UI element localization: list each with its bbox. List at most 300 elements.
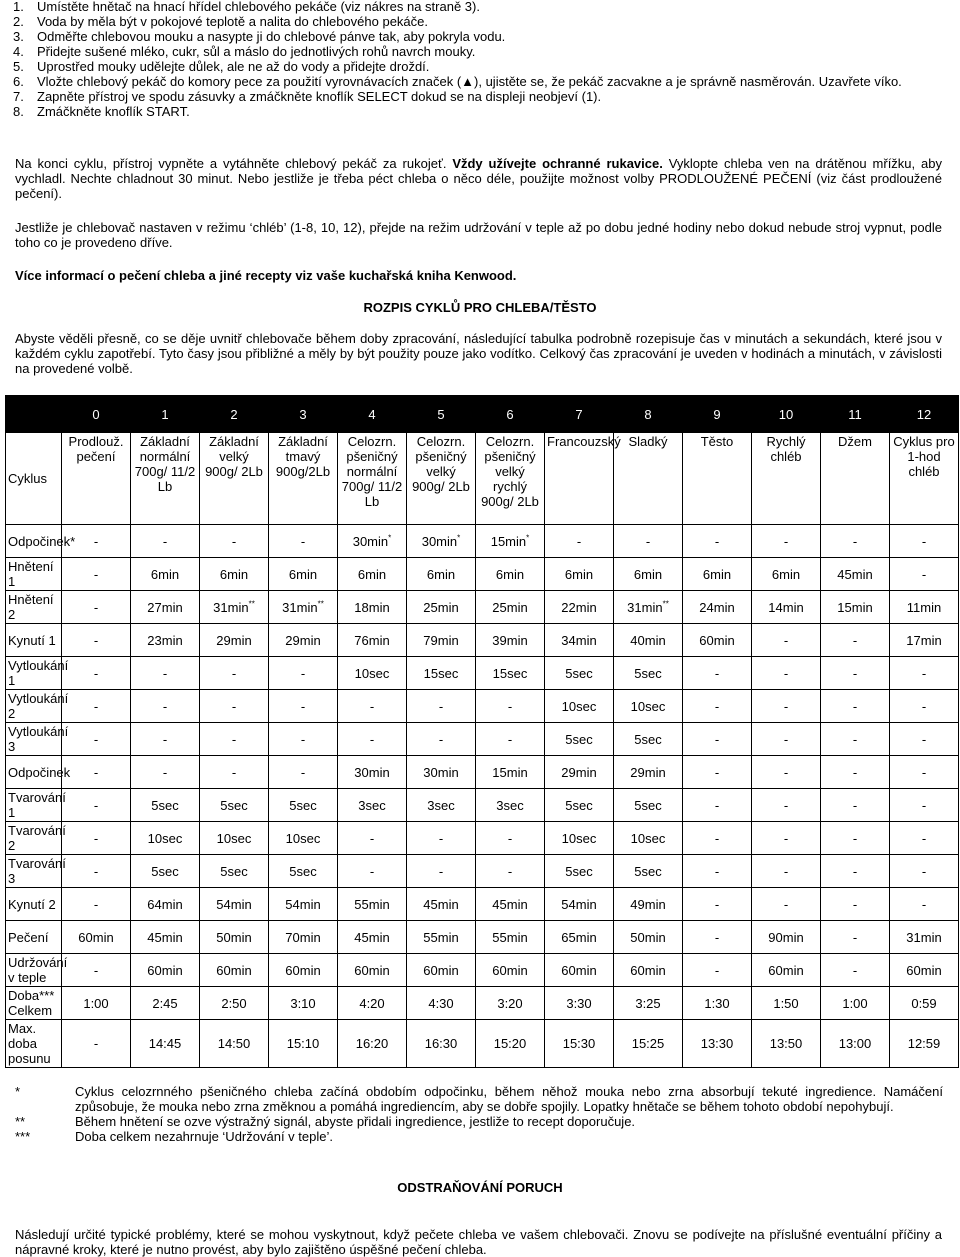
table-row: [6, 789, 959, 822]
table-cell: -: [890, 723, 959, 756]
table-cell: 10sec: [614, 822, 683, 855]
instruction-step: [13, 14, 943, 29]
table-cell: 1:00: [821, 987, 890, 1020]
table-cell: 55min: [407, 921, 476, 954]
table-cell: 3:20: [476, 987, 545, 1020]
cycle-name: Prodlouž. pečení: [62, 433, 131, 525]
table-cell: 30min*: [407, 525, 476, 558]
cycle-number: 5: [407, 396, 476, 433]
table-cell: 49min: [614, 888, 683, 921]
table-cell: 17min: [890, 624, 959, 657]
table-cell: 39min: [476, 624, 545, 657]
table-cell: 15min: [476, 756, 545, 789]
cycle-number: 9: [683, 396, 752, 433]
row-label: Kynutí 2: [6, 888, 62, 921]
table-cell: 3sec: [476, 789, 545, 822]
table-cell: 16:30: [407, 1020, 476, 1068]
table-cell: -: [62, 954, 131, 987]
table-cell: 15:10: [269, 1020, 338, 1068]
step-number: 1.: [13, 0, 24, 14]
table-cell: -: [683, 888, 752, 921]
cycle-number: 2: [200, 396, 269, 433]
table-cell: 11min: [890, 591, 959, 624]
table-row: [6, 888, 959, 921]
table-cell: -: [338, 690, 407, 723]
keep-warm-paragraph: Jestliže je chlebovač nastaven v režimu ‘chléb’ (1-8, 10, 12), přejde na režim udržování v teple až po dobu jedné hodiny nebo dokud nebude stroj vypnut, podle toho co je provedeno dříve.: [15, 220, 942, 250]
table-cell: -: [752, 756, 821, 789]
table-cell: 3:30: [545, 987, 614, 1020]
table-cell: -: [62, 525, 131, 558]
table-row: [6, 756, 959, 789]
instruction-step: [13, 74, 943, 89]
row-label: Udržování v teple: [6, 954, 62, 987]
table-cell: -: [131, 657, 200, 690]
table-row: [6, 822, 959, 855]
table-cell: 1:50: [752, 987, 821, 1020]
step-number: 8.: [13, 104, 24, 119]
table-cell: -: [890, 690, 959, 723]
table-cell: -: [269, 690, 338, 723]
table-cell: -: [890, 525, 959, 558]
table-cell: -: [269, 657, 338, 690]
table-cell: 10sec: [131, 822, 200, 855]
table-cell: -: [614, 525, 683, 558]
table-cell: 5sec: [131, 855, 200, 888]
table-cell: 5sec: [545, 789, 614, 822]
step-text: Voda by měla být v pokojové teplotě a nalita do chlebového pekáče.: [37, 14, 428, 29]
table-cell: -: [752, 789, 821, 822]
table-row: [6, 690, 959, 723]
cycle-name: Sladký: [614, 433, 683, 525]
instruction-step: [13, 89, 943, 104]
table-row: [6, 657, 959, 690]
table-cell: 65min: [545, 921, 614, 954]
row-label: Tvarování 3: [6, 855, 62, 888]
table-cell: -: [62, 1020, 131, 1068]
footnote-text: Doba celkem nezahrnuje ‘Udržování v teple’.: [75, 1129, 333, 1144]
table-cell: 15:30: [545, 1020, 614, 1068]
table-cell: 5sec: [269, 855, 338, 888]
table-cell: 5sec: [131, 789, 200, 822]
table-cell: 31min**: [614, 591, 683, 624]
table-cell: 60min: [131, 954, 200, 987]
cycle-name: Těsto: [683, 433, 752, 525]
table-cell: -: [545, 525, 614, 558]
table-cell: -: [821, 822, 890, 855]
table-cell: -: [200, 657, 269, 690]
cycle-number: 10: [752, 396, 821, 433]
table-cell: 23min: [131, 624, 200, 657]
cycle-name: Základní normální 700g/ 11/2 Lb: [131, 433, 200, 525]
cycle-number: 6: [476, 396, 545, 433]
table-cell: 3:25: [614, 987, 683, 1020]
end-of-cycle-text-cont: Vyklopte chleba ven na drátěnou mřížku, aby vychladl. Nechte chladnout 30 minut. Nebo jestliže je třeba péct chleba o něco déle, použijte možnost volby PRODLOUŽENÉ PEČENÍ (viz část prodloužené pečení).: [15, 156, 942, 201]
table-cell: 14min: [752, 591, 821, 624]
cycle-number: 1: [131, 396, 200, 433]
instruction-list: [13, 0, 943, 119]
table-cell: -: [338, 723, 407, 756]
table-row: [6, 558, 959, 591]
row-label: Pečení: [6, 921, 62, 954]
table-cell: 30min: [407, 756, 476, 789]
cycle-label: Cyklus: [6, 433, 62, 525]
row-label: Vytloukání 2: [6, 690, 62, 723]
footnote-mark: **: [15, 1114, 26, 1129]
table-cell: -: [131, 756, 200, 789]
gloves-warning: Vždy užívejte ochranné rukavice.: [452, 156, 663, 171]
table-cell: 3sec: [338, 789, 407, 822]
table-cell: -: [821, 690, 890, 723]
table-cell: 60min: [338, 954, 407, 987]
table-cell: 10sec: [545, 822, 614, 855]
table-cell: 54min: [200, 888, 269, 921]
table-cell: -: [200, 525, 269, 558]
table-cell: -: [683, 855, 752, 888]
table-cell: -: [821, 888, 890, 921]
row-label: Vytloukání 3: [6, 723, 62, 756]
table-cell: 60min: [890, 954, 959, 987]
table-cell: -: [476, 723, 545, 756]
table-cell: -: [131, 525, 200, 558]
table-cell: 10sec: [614, 690, 683, 723]
step-text: Zapněte přístroj ve spodu zásuvky a zmáčkněte knoflík SELECT dokud se na displeji neobjeví (1).: [37, 89, 602, 104]
cycle-name: Džem: [821, 433, 890, 525]
table-cell: -: [890, 756, 959, 789]
instruction-step: [13, 104, 943, 119]
cycle-table-heading: ROZPIS CYKLŮ PRO CHLEBA/TĚSTO: [363, 300, 597, 315]
table-cell: 5sec: [545, 723, 614, 756]
table-cell: -: [890, 558, 959, 591]
cycle-number: 12: [890, 396, 959, 433]
table-cell: 1:30: [683, 987, 752, 1020]
table-cell: -: [683, 921, 752, 954]
table-cell: 60min: [407, 954, 476, 987]
table-cell: 13:30: [683, 1020, 752, 1068]
step-number: 4.: [13, 44, 24, 59]
table-cell: 40min: [614, 624, 683, 657]
table-cell: 54min: [545, 888, 614, 921]
table-cell: 16:20: [338, 1020, 407, 1068]
table-cell: 60min: [683, 624, 752, 657]
table-cell: -: [476, 822, 545, 855]
step-number: 3.: [13, 29, 24, 44]
table-cell: -: [752, 624, 821, 657]
step-number: 2.: [13, 14, 24, 29]
step-text: Odměřte chlebovou mouku a nasypte ji do chlebové pánve tak, aby pokryla vodu.: [37, 29, 506, 44]
table-cell: -: [407, 822, 476, 855]
table-cell: 45min: [131, 921, 200, 954]
table-cell: 6min: [269, 558, 338, 591]
cycle-name: Základní tmavý 900g/2Lb: [269, 433, 338, 525]
table-cell: -: [683, 690, 752, 723]
table-cell: 45min: [476, 888, 545, 921]
table-cell: -: [821, 723, 890, 756]
table-cell: 15sec: [476, 657, 545, 690]
table-row: [6, 855, 959, 888]
table-cell: 29min: [545, 756, 614, 789]
instruction-step: [13, 0, 943, 14]
table-row: [6, 921, 959, 954]
table-cell: 5sec: [614, 789, 683, 822]
table-cell: 4:30: [407, 987, 476, 1020]
table-row: [6, 954, 959, 987]
table-cell: 6min: [131, 558, 200, 591]
cycle-name: Rychlý chléb: [752, 433, 821, 525]
table-cell: -: [752, 657, 821, 690]
table-cell: 60min: [545, 954, 614, 987]
table-cell: 6min: [752, 558, 821, 591]
table-row: [6, 987, 959, 1020]
table-cell: -: [683, 723, 752, 756]
end-of-cycle-paragraph: [15, 156, 942, 201]
table-cell: 2:50: [200, 987, 269, 1020]
table-cell: 30min*: [338, 525, 407, 558]
table-cell: 30min: [338, 756, 407, 789]
table-cell: -: [683, 657, 752, 690]
table-cell: -: [407, 855, 476, 888]
row-label: Kynutí 1: [6, 624, 62, 657]
table-cell: -: [890, 888, 959, 921]
table-cell: 4:20: [338, 987, 407, 1020]
cycle-number: 11: [821, 396, 890, 433]
footnote: [15, 1084, 943, 1114]
table-cell: -: [821, 921, 890, 954]
table-cell: -: [752, 855, 821, 888]
table-cell: 15:20: [476, 1020, 545, 1068]
row-label: Odpočinek*: [6, 525, 62, 558]
table-cell: -: [890, 855, 959, 888]
table-cell: 15min*: [476, 525, 545, 558]
table-row: [6, 1020, 959, 1068]
table-cell: -: [476, 690, 545, 723]
table-cell: 13:00: [821, 1020, 890, 1068]
table-cell: 18min: [338, 591, 407, 624]
table-cell: 34min: [545, 624, 614, 657]
footnote-mark: *: [15, 1084, 21, 1099]
table-cell: -: [338, 855, 407, 888]
table-cell: 60min: [614, 954, 683, 987]
footnote: [15, 1129, 943, 1144]
table-cell: 0:59: [890, 987, 959, 1020]
table-cell: 45min: [407, 888, 476, 921]
cycle-name: Francouzský: [545, 433, 614, 525]
table-cell: -: [821, 954, 890, 987]
cycle-number: 3: [269, 396, 338, 433]
table-cell: 22min: [545, 591, 614, 624]
table-cell: -: [269, 525, 338, 558]
table-cell: 14:45: [131, 1020, 200, 1068]
cycle-number: 8: [614, 396, 683, 433]
table-cell: -: [338, 822, 407, 855]
row-label: Hnětení 2: [6, 591, 62, 624]
table-cell: -: [200, 723, 269, 756]
recipes-note: Více informací o pečení chleba a jiné recepty viz vaše kuchařská kniha Kenwood.: [15, 268, 517, 283]
table-cell: 5sec: [200, 789, 269, 822]
table-cell: 5sec: [614, 855, 683, 888]
table-cell: 76min: [338, 624, 407, 657]
table-cell: -: [62, 855, 131, 888]
table-cell: 15:25: [614, 1020, 683, 1068]
row-label: Hnětení 1: [6, 558, 62, 591]
row-label: Max. doba posunu: [6, 1020, 62, 1068]
table-cell: -: [821, 624, 890, 657]
table-cell: -: [62, 789, 131, 822]
row-label: Vytloukání 1: [6, 657, 62, 690]
table-cell: 64min: [131, 888, 200, 921]
footnote-text: Cyklus celozrnného pšeničného chleba začíná obdobím odpočinku, během něhož mouka nebo zrna absorbují tekuté ingredience. Namáčení způsobuje, že mouka nebo zrna změknou a pomáhá ingrediencím, aby se dobře spojily. Lopatky hnětače se během tohoto období nepohybují.: [75, 1084, 943, 1114]
footnotes: [15, 1084, 943, 1144]
table-cell: -: [683, 822, 752, 855]
table-row: [6, 624, 959, 657]
table-cell: 25min: [476, 591, 545, 624]
table-cell: 60min: [269, 954, 338, 987]
table-cell: -: [62, 888, 131, 921]
table-cell: -: [890, 822, 959, 855]
table-cell: -: [62, 558, 131, 591]
table-cell: -: [683, 525, 752, 558]
table-cell: -: [62, 723, 131, 756]
cycle-number: 4: [338, 396, 407, 433]
table-cell: 60min: [752, 954, 821, 987]
step-number: 6.: [13, 74, 24, 89]
table-cell: 60min: [476, 954, 545, 987]
cycle-name: Celozrn. pšeničný velký rychlý 900g/ 2Lb: [476, 433, 545, 525]
cycle-name: Základní velký 900g/ 2Lb: [200, 433, 269, 525]
step-number: 5.: [13, 59, 24, 74]
table-cell: 5sec: [200, 855, 269, 888]
cycle-name-row: [6, 433, 959, 525]
table-cell: -: [821, 657, 890, 690]
table-cell: -: [752, 822, 821, 855]
table-cell: -: [62, 624, 131, 657]
table-cell: -: [407, 723, 476, 756]
table-cell: -: [62, 756, 131, 789]
cycle-name: Celozrn. pšeničný normální 700g/ 11/2 Lb: [338, 433, 407, 525]
instruction-step: [13, 29, 943, 44]
footnote: [15, 1114, 943, 1129]
table-cell: -: [821, 855, 890, 888]
table-cell: -: [62, 591, 131, 624]
table-cell: 10sec: [545, 690, 614, 723]
table-cell: 3:10: [269, 987, 338, 1020]
table-cell: 29min: [614, 756, 683, 789]
cycle-name: Cyklus pro 1-hod chléb: [890, 433, 959, 525]
step-text: Přidejte sušené mléko, cukr, sůl a máslo do jednotlivých rohů navrch mouky.: [37, 44, 476, 59]
table-cell: 6min: [683, 558, 752, 591]
table-cell: 31min**: [200, 591, 269, 624]
table-cell: -: [62, 822, 131, 855]
table-cell: -: [821, 525, 890, 558]
table-cell: 6min: [407, 558, 476, 591]
table-cell: -: [683, 756, 752, 789]
table-cell: -: [200, 756, 269, 789]
table-cell: 5sec: [545, 657, 614, 690]
table-row: [6, 591, 959, 624]
table-cell: 79min: [407, 624, 476, 657]
cycle-name: Celozrn. pšeničný velký 900g/ 2Lb: [407, 433, 476, 525]
table-cell: 10sec: [200, 822, 269, 855]
table-row: [6, 525, 959, 558]
cycle-table-intro: Abyste věděli přesně, co se děje uvnitř chlebovače během doby zpracování, následující tabulka podrobně rozepisuje čas v minutách a sekundách, které jsou v každém cyklu zapotřebí. Tyto časy jsou přibližné a měly by být použity pouze jako vodítko. Celkový čas zpracování je uveden v hodinách a minutách, v závislosti na provedené volbě.: [15, 331, 942, 376]
table-cell: -: [890, 657, 959, 690]
table-cell: -: [200, 690, 269, 723]
step-text: Umístěte hnětač na hnací hřídel chlebového pekáče (viz nákres na straně 3).: [37, 0, 480, 14]
table-cell: -: [890, 789, 959, 822]
table-cell: -: [269, 756, 338, 789]
table-cell: -: [683, 789, 752, 822]
instruction-step: [13, 59, 943, 74]
table-cell: -: [131, 690, 200, 723]
step-text: Uprostřed mouky udělejte důlek, ale ne až do vody a přidejte droždí.: [37, 59, 430, 74]
step-text: Zmáčkněte knoflík START.: [37, 104, 190, 119]
table-cell: 70min: [269, 921, 338, 954]
table-cell: 2:45: [131, 987, 200, 1020]
table-cell: -: [821, 756, 890, 789]
table-cell: 6min: [545, 558, 614, 591]
corner-cell: [6, 396, 62, 433]
table-cell: 50min: [200, 921, 269, 954]
table-cell: 15min: [821, 591, 890, 624]
table-cell: 45min: [338, 921, 407, 954]
table-cell: 31min**: [269, 591, 338, 624]
step-number: 7.: [13, 89, 24, 104]
footnote-text: Během hnětení se ozve výstražný signál, abyste přidali ingredience, jestliže to recept doporučuje.: [75, 1114, 636, 1129]
cycle-number-row: [6, 396, 959, 433]
table-cell: -: [131, 723, 200, 756]
troubleshooting-heading: ODSTRAŇOVÁNÍ PORUCH: [397, 1180, 563, 1195]
table-cell: 14:50: [200, 1020, 269, 1068]
table-cell: -: [407, 690, 476, 723]
cycle-number: 0: [62, 396, 131, 433]
table-cell: 6min: [338, 558, 407, 591]
table-cell: 5sec: [269, 789, 338, 822]
table-cell: 55min: [476, 921, 545, 954]
table-cell: 13:50: [752, 1020, 821, 1068]
table-cell: -: [476, 855, 545, 888]
table-cell: 5sec: [614, 657, 683, 690]
table-row: [6, 723, 959, 756]
table-cell: 60min: [200, 954, 269, 987]
table-cell: 10sec: [269, 822, 338, 855]
table-cell: -: [62, 690, 131, 723]
footnote-mark: ***: [15, 1129, 31, 1144]
table-cell: -: [62, 657, 131, 690]
table-cell: 25min: [407, 591, 476, 624]
table-cell: 50min: [614, 921, 683, 954]
table-cell: 5sec: [614, 723, 683, 756]
table-cell: 3sec: [407, 789, 476, 822]
table-cell: 55min: [338, 888, 407, 921]
table-cell: 90min: [752, 921, 821, 954]
table-cell: 15sec: [407, 657, 476, 690]
end-of-cycle-text: Na konci cyklu, přístroj vypněte a vytáhněte chlebový pekáč za rukojeť.: [15, 156, 453, 171]
table-cell: -: [752, 723, 821, 756]
cycle-number: 7: [545, 396, 614, 433]
table-cell: -: [752, 690, 821, 723]
cycle-table: [5, 395, 959, 1068]
table-cell: 5sec: [545, 855, 614, 888]
table-cell: 27min: [131, 591, 200, 624]
row-label: Tvarování 1: [6, 789, 62, 822]
table-cell: 60min: [62, 921, 131, 954]
table-cell: 10sec: [338, 657, 407, 690]
troubleshooting-intro: Následují určité typické problémy, které se mohou vyskytnout, když pečete chleba ve vašem chlebovači. Znovu se podívejte na příslušné eventuální příčiny a nápravné kroky, které je nutno provést, aby bylo zajištěno úspěšné pečení chleba.: [15, 1227, 942, 1257]
table-cell: 6min: [476, 558, 545, 591]
table-cell: 24min: [683, 591, 752, 624]
table-cell: 12:59: [890, 1020, 959, 1068]
table-cell: -: [821, 789, 890, 822]
step-text: Vložte chlebový pekáč do komory pece za použití vyrovnávacích značek (▲), ujistěte se, že pekáč zacvakne a je správně nasměrován. Uzavřete víko.: [37, 74, 902, 89]
